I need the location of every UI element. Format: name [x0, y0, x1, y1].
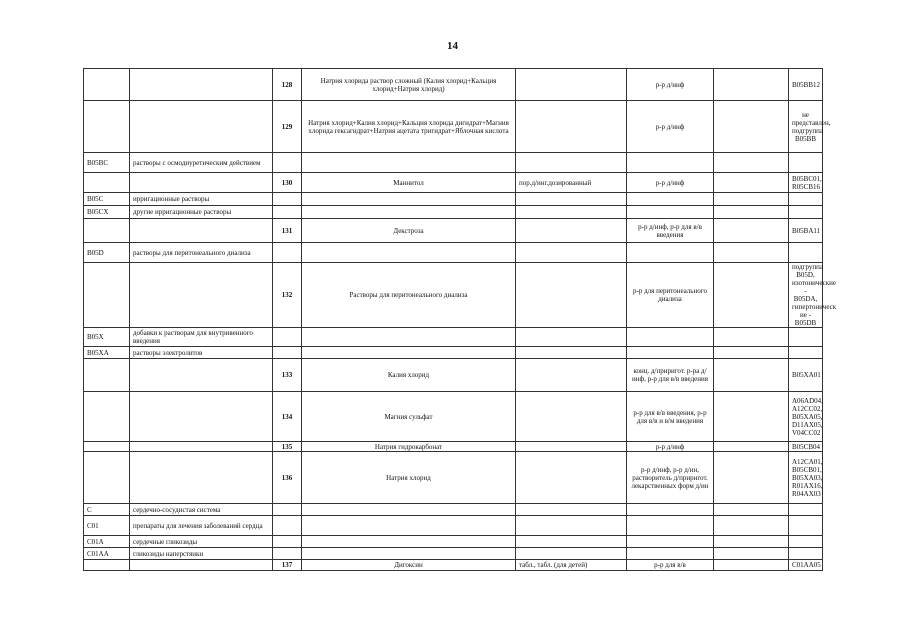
table-row: [84, 219, 823, 243]
route-form-cell: [627, 504, 714, 516]
drug-name-cell: Калия хлорид: [302, 359, 516, 392]
dosage-form-cell: [516, 548, 627, 560]
atc-code-cell: [84, 359, 130, 392]
dosage-form-cell: [516, 243, 627, 263]
atc-code-cell: [84, 452, 130, 504]
drug-name-cell: [302, 347, 516, 359]
atc-reference-cell: [789, 153, 823, 173]
atc-code-cell: C: [84, 504, 130, 516]
atc-reference-cell: [789, 328, 823, 347]
item-number-cell: 130: [273, 173, 302, 193]
table-row: [84, 442, 823, 452]
group-name-cell: ирригационные растворы: [130, 193, 273, 206]
table-row: [84, 206, 823, 219]
route-form-cell: [627, 243, 714, 263]
atc-code-cell: B05C: [84, 193, 130, 206]
table-row: [84, 548, 823, 560]
dosage-form-cell: пор.д/инг.дозированный: [516, 173, 627, 193]
note-cell: [714, 359, 789, 392]
atc-code-cell: B05BC: [84, 153, 130, 173]
group-name-cell: [130, 442, 273, 452]
dosage-form-cell: [516, 263, 627, 328]
route-form-cell: р-р д/инф: [627, 173, 714, 193]
group-name-cell: [130, 359, 273, 392]
table-row: [84, 101, 823, 153]
atc-reference-cell: [789, 504, 823, 516]
atc-code-cell: [84, 101, 130, 153]
item-number-cell: 132: [273, 263, 302, 328]
dosage-form-cell: [516, 347, 627, 359]
atc-reference-cell: B05BA11: [789, 219, 823, 243]
atc-code-cell: C01AA: [84, 548, 130, 560]
atc-reference-cell: [789, 193, 823, 206]
drug-name-cell: Натрия хлорида раствор сложный (Калия хлорид+Кальция хлорид+Натрия хлорид): [302, 69, 516, 101]
atc-reference-cell: [789, 347, 823, 359]
dosage-form-cell: табл., табл. (для детей): [516, 560, 627, 571]
dosage-form-cell: [516, 328, 627, 347]
table-row: [84, 536, 823, 548]
item-number-cell: [273, 243, 302, 263]
group-name-cell: [130, 173, 273, 193]
table-row: [84, 392, 823, 442]
group-name-cell: [130, 69, 273, 101]
drug-name-cell: [302, 193, 516, 206]
item-number-cell: [273, 536, 302, 548]
table-row: [84, 504, 823, 516]
drug-name-cell: [302, 328, 516, 347]
atc-code-cell: [84, 560, 130, 571]
atc-reference-cell: [789, 516, 823, 536]
table-row: [84, 452, 823, 504]
item-number-cell: 137: [273, 560, 302, 571]
atc-reference-cell: B05BB12: [789, 69, 823, 101]
drug-name-cell: [302, 548, 516, 560]
atc-code-cell: [84, 219, 130, 243]
group-name-cell: [130, 219, 273, 243]
atc-reference-cell: A12CA01, B05CB01, B05XA03, R01AX16, R04AX03: [789, 452, 823, 504]
note-cell: [714, 193, 789, 206]
note-cell: [714, 69, 789, 101]
group-name-cell: [130, 392, 273, 442]
route-form-cell: [627, 153, 714, 173]
table-row: [84, 347, 823, 359]
formulary-table: [83, 68, 837, 571]
drug-name-cell: [302, 536, 516, 548]
dosage-form-cell: [516, 153, 627, 173]
route-form-cell: р-р для в/в введения, р-р для в/в и в/м введения: [627, 392, 714, 442]
atc-reference-cell: A06AD04, A12CC02, B05XA05, D11AX05, V04CC02: [789, 392, 823, 442]
route-form-cell: [627, 328, 714, 347]
table-row: [84, 328, 823, 347]
route-form-cell: [627, 548, 714, 560]
dosage-form-cell: [516, 536, 627, 548]
note-cell: [714, 442, 789, 452]
group-name-cell: растворы для перитонеального диализа: [130, 243, 273, 263]
note-cell: [714, 263, 789, 328]
table-row: [84, 153, 823, 173]
table-row: [84, 193, 823, 206]
drug-name-cell: Растворы для перитонеального диализа: [302, 263, 516, 328]
item-number-cell: [273, 516, 302, 536]
dosage-form-cell: [516, 101, 627, 153]
dosage-form-cell: [516, 219, 627, 243]
note-cell: [714, 219, 789, 243]
atc-code-cell: B05CX: [84, 206, 130, 219]
group-name-cell: другие ирригационные растворы: [130, 206, 273, 219]
atc-code-cell: B05XA: [84, 347, 130, 359]
dosage-form-cell: [516, 392, 627, 442]
group-name-cell: сердечные гликозиды: [130, 536, 273, 548]
group-name-cell: [130, 452, 273, 504]
route-form-cell: [627, 206, 714, 219]
atc-reference-cell: B05CB04: [789, 442, 823, 452]
drug-name-cell: Натрия хлорид+Калия хлорид+Кальция хлорида дигидрат+Магния хлорида гексагидрат+Натрия ацетата тригидрат+Яблочная кислота: [302, 101, 516, 153]
dosage-form-cell: [516, 193, 627, 206]
note-cell: [714, 392, 789, 442]
atc-reference-cell: [789, 206, 823, 219]
note-cell: [714, 347, 789, 359]
atc-reference-cell: не представлен, подгруппа B05BB: [789, 101, 823, 153]
item-number-cell: [273, 347, 302, 359]
dosage-form-cell: [516, 452, 627, 504]
group-name-cell: сердечно-сосудистая система: [130, 504, 273, 516]
atc-reference-cell: [789, 243, 823, 263]
group-name-cell: [130, 560, 273, 571]
atc-reference-cell: B05XA01: [789, 359, 823, 392]
item-number-cell: [273, 504, 302, 516]
item-number-cell: 128: [273, 69, 302, 101]
note-cell: [714, 504, 789, 516]
note-cell: [714, 516, 789, 536]
item-number-cell: [273, 548, 302, 560]
drug-name-cell: Магния сульфат: [302, 392, 516, 442]
page-number: 14: [447, 40, 458, 52]
atc-code-cell: B05X: [84, 328, 130, 347]
table-row: [84, 173, 823, 193]
note-cell: [714, 452, 789, 504]
dosage-form-cell: [516, 516, 627, 536]
group-name-cell: [130, 101, 273, 153]
route-form-cell: р-р для в/в: [627, 560, 714, 571]
atc-code-cell: B05D: [84, 243, 130, 263]
dosage-form-cell: [516, 69, 627, 101]
drug-name-cell: Натрия хлорид: [302, 452, 516, 504]
route-form-cell: [627, 516, 714, 536]
drug-name-cell: Декстроза: [302, 219, 516, 243]
atc-reference-cell: B05BC01, R05CB16: [789, 173, 823, 193]
drug-name-cell: Дигоксин: [302, 560, 516, 571]
table-row: [84, 263, 823, 328]
atc-code-cell: C01: [84, 516, 130, 536]
route-form-cell: р-р д/инф: [627, 69, 714, 101]
formulary-body: [84, 69, 837, 571]
item-number-cell: 133: [273, 359, 302, 392]
atc-code-cell: [84, 263, 130, 328]
route-form-cell: конц. д/приригот. р-ра д/инф, р-р для в/в введения: [627, 359, 714, 392]
drug-name-cell: [302, 206, 516, 219]
atc-code-cell: C01A: [84, 536, 130, 548]
group-name-cell: [130, 263, 273, 328]
group-name-cell: добавки к растворам для внутривенного введения: [130, 328, 273, 347]
group-name-cell: растворы электролитов: [130, 347, 273, 359]
atc-code-cell: [84, 173, 130, 193]
note-cell: [714, 206, 789, 219]
route-form-cell: р-р д/инф: [627, 101, 714, 153]
drug-name-cell: [302, 516, 516, 536]
table-row: [84, 69, 823, 101]
group-name-cell: гликозиды наперстянки: [130, 548, 273, 560]
route-form-cell: р-р д/инф: [627, 442, 714, 452]
atc-reference-cell: [789, 548, 823, 560]
dosage-form-cell: [516, 359, 627, 392]
atc-reference-cell: подгруппа B05D, изотонические - B05DA, гипертоническ ие - B05DB: [789, 263, 823, 328]
drug-name-cell: Натрия гидрокарбонат: [302, 442, 516, 452]
atc-code-cell: [84, 392, 130, 442]
note-cell: [714, 153, 789, 173]
item-number-cell: 136: [273, 452, 302, 504]
route-form-cell: р-р д/инф, р-р для в/в введения: [627, 219, 714, 243]
item-number-cell: 135: [273, 442, 302, 452]
drug-name-cell: [302, 243, 516, 263]
drug-name-cell: [302, 153, 516, 173]
item-number-cell: 134: [273, 392, 302, 442]
note-cell: [714, 173, 789, 193]
route-form-cell: [627, 193, 714, 206]
atc-code-cell: [84, 442, 130, 452]
item-number-cell: [273, 193, 302, 206]
atc-reference-cell: C01AA05: [789, 560, 823, 571]
dosage-form-cell: [516, 442, 627, 452]
route-form-cell: р-р д/инф, р-р д/ин, растворитель д/приригот. лекарственных форм д/ин: [627, 452, 714, 504]
group-name-cell: препараты для лечения заболеваний сердца: [130, 516, 273, 536]
note-cell: [714, 101, 789, 153]
table-row: [84, 516, 823, 536]
note-cell: [714, 328, 789, 347]
atc-code-cell: [84, 69, 130, 101]
table-row: [84, 243, 823, 263]
drug-name-cell: [302, 504, 516, 516]
item-number-cell: 131: [273, 219, 302, 243]
atc-reference-cell: [789, 536, 823, 548]
item-number-cell: [273, 206, 302, 219]
note-cell: [714, 560, 789, 571]
note-cell: [714, 536, 789, 548]
dosage-form-cell: [516, 504, 627, 516]
dosage-form-cell: [516, 206, 627, 219]
group-name-cell: растворы с осмодиуретическим действием: [130, 153, 273, 173]
table-row: [84, 560, 823, 571]
drug-name-cell: Маннитол: [302, 173, 516, 193]
route-form-cell: [627, 347, 714, 359]
note-cell: [714, 548, 789, 560]
item-number-cell: 129: [273, 101, 302, 153]
route-form-cell: р-р для перитонеального диализа: [627, 263, 714, 328]
route-form-cell: [627, 536, 714, 548]
note-cell: [714, 243, 789, 263]
item-number-cell: [273, 153, 302, 173]
table-row: [84, 359, 823, 392]
item-number-cell: [273, 328, 302, 347]
